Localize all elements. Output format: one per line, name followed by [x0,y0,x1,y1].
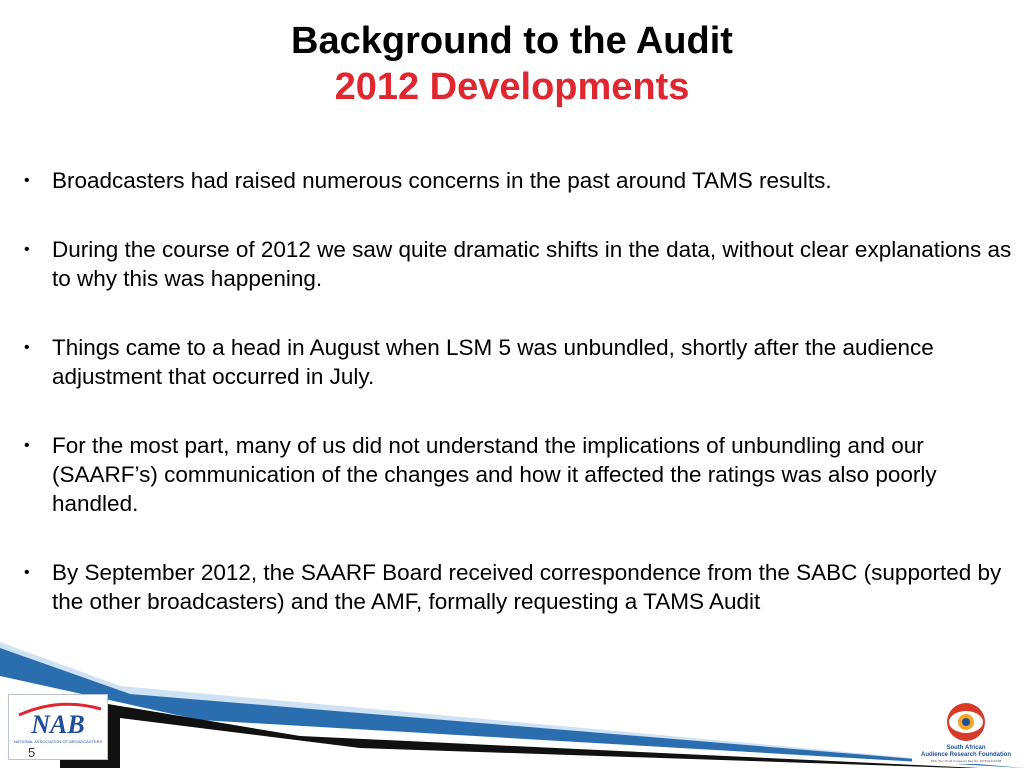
saarf-line2: Audience Research Foundation [920,752,1012,758]
bullet-item [20,333,1016,391]
bullet-list [20,166,1016,656]
bullet-icon: • [24,564,30,581]
bullet-text: Broadcasters had raised numerous concerns in the past around TAMS results. [52,168,832,193]
slide-number: 5 [28,745,36,760]
nab-logo [8,694,108,760]
bullet-icon: • [24,241,30,258]
nab-mark: NAB [31,710,85,739]
bullet-icon: • [24,437,30,454]
saarf-logo [912,700,1020,764]
nab-logo-graphic [9,695,107,759]
saarf-line1: South African [946,745,986,751]
bullet-item [20,558,1016,616]
footer-decoration [0,640,1024,768]
bullet-text: Things came to a head in August when LSM 5 was unbundled, shortly after the audience adjustment that occurred in July. [52,335,934,389]
saarf-line3: NPC (Non Profit Company) Reg No. 1973/014172/08 [930,759,1002,763]
bullet-text: During the course of 2012 we saw quite dramatic shifts in the data, without clear explanations as to why this was happening. [52,237,1012,291]
bullet-item [20,235,1016,293]
nab-name: NATIONAL ASSOCIATION OF BROADCASTERS [13,739,103,744]
title-main: Background to the Audit [291,20,733,62]
bullet-text: For the most part, many of us did not understand the implications of unbundling and our (SAARF’s) communication of the changes and how it affected the ratings was also poorly handled. [52,433,937,516]
bullet-icon: • [24,172,30,189]
title-subtitle: 2012 Developments [334,66,690,108]
bullet-text: By September 2012, the SAARF Board received correspondence from the SABC (supported by the other broadcasters) and the AMF, formally requesting a TAMS Audit [52,560,1002,614]
bullet-item [20,166,1016,195]
slide-title [0,18,1024,110]
bullet-icon: • [24,339,30,356]
saarf-logo-graphic [912,700,1020,764]
bullet-item [20,431,1016,518]
